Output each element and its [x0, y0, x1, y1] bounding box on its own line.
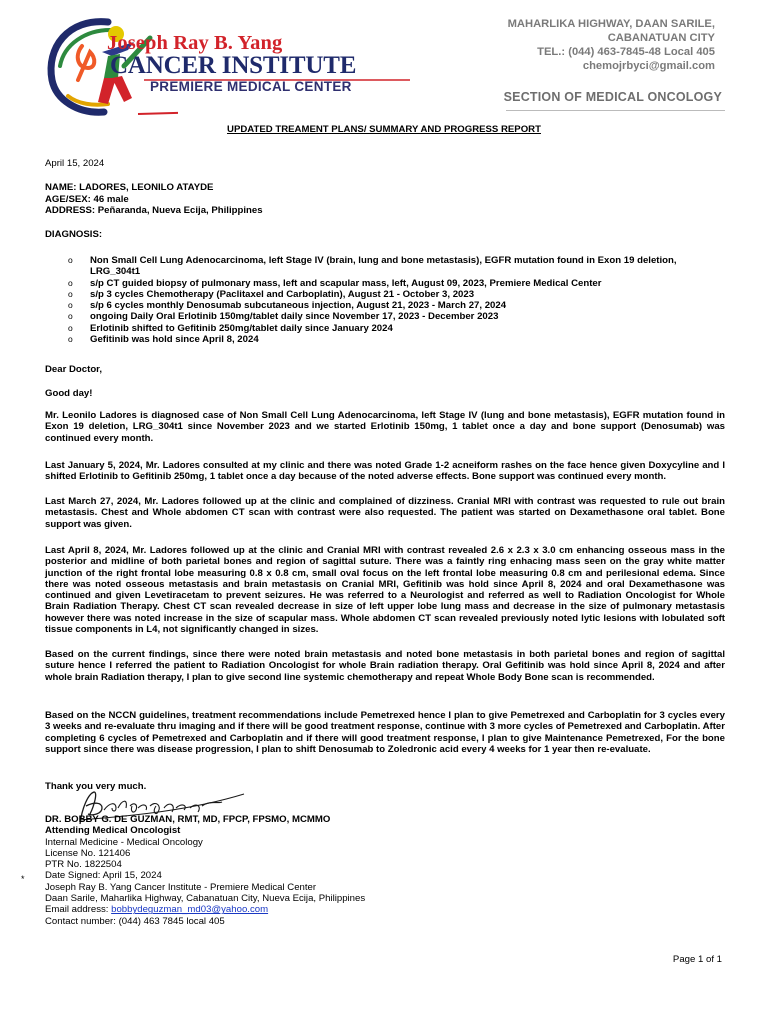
patient-name — [45, 182, 213, 193]
signatory-ptr: PTR No. 1822504 — [45, 859, 122, 871]
brand-institute: CANCER INSTITUTE — [110, 52, 357, 79]
paragraph-4: Last April 8, 2024, Mr. Ladores followed up at the clinic and Cranial MRI with contrast revealed 2.6 x 2.3 x 3.0 cm enhancing osseous mass in the posterior and midline of both parietal bones and region of sagittal suture. There was a faintly ring enhacing mass seen on the gray white matter junction of the right frontal lobe measuring 0.8 x 0.8 cm, small oval focus on the left frontal lobe measuring 0.8 cm and perilesional edema. Since there was noted osseous metastasis and brain metastasis on Cranial MRI, Gefitinib was hold since April 8, 2024 and oral Dexamethasone was continued and given Levetiracetam to prevent seizures. He was referred to a Neurologist and referred as well to Radiation Oncologist for Whole Brain Radiation Therapy. Chest CT scan revealed decrease in size of left upper lobe lung mass and decrease in the size of pulmonary metastasis however there was noted increase in the size of scapular mass. Whole abdomen CT scan revealed previously noted lytic lesions with lobulated soft tissue components in L4, not significantly changed in sizes. — [45, 545, 725, 636]
list-item: o ongoing Daily Oral Erlotinib 150mg/tablet daily since November 17, 2023 - December 2023 — [68, 311, 728, 322]
patient-agesex-value: 46 male — [93, 194, 129, 205]
salutation: Dear Doctor, — [45, 364, 103, 375]
contact-address-line-2: CABANATUAN CITY — [607, 32, 715, 44]
page-number: Page 1 of 1 — [672, 954, 722, 965]
closing: Thank you very much. — [45, 781, 147, 792]
patient-address-value: Peñaranda, Nueva Ecija, Philippines — [97, 205, 263, 216]
paragraph-3: Last March 27, 2024, Mr. Ladores followed up at the clinic and complained of dizziness. Cranial MRI with contrast was requested to rule out brain metastasis. Chest and Whole abdomen CT scan with contrast were also requested. The patient was started on Dexamethasone oral tablet. Bone support was given. — [45, 496, 725, 530]
contact-number: Contact number: (044) 463 7845 local 405 — [45, 915, 225, 927]
greeting: Good day! — [45, 388, 93, 399]
patient-name-value: LADORES, LEONILO ATAYDE — [79, 182, 214, 193]
contact-block — [508, 17, 715, 73]
paragraph-2: Last January 5, 2024, Mr. Ladores consulted at my clinic and there was noted Grade 1-2 acneiform rashes on the face hence given Doxycyline and I shifted Erlotinib to Gefitinib 250mg, 1 tablet once a day because of the noted adverse effects. Bone support was continued every month. — [45, 460, 725, 483]
signatory-title: Attending Medical Oncologist — [45, 825, 181, 837]
list-item: o s/p CT guided biopsy of pulmonary mass, left and scapular mass, left, August 09, 2023, Premiere Medical Center — [68, 278, 728, 289]
patient-agesex-label: AGE/SEX: — [45, 194, 91, 205]
paragraph-5: Based on the current findings, since there were noted brain metastasis and noted bone metastasis in both parietal bones and region of sagittal suture hence I referred the patient to Radiation Oncologist for whole Brain radiation therapy. Oral Gefitinib was hold since April 8, 2024 and after whole brain Radiation therapy, I plan to give second line systemic chemotherapy and repeat Whole Body Bone scan is recommended. — [45, 649, 725, 683]
patient-agesex — [45, 194, 129, 205]
patient-name-label: NAME: — [45, 182, 77, 193]
email-label: Email address: — [45, 904, 109, 916]
signatory-address: Daan Sarile, Maharlika Highway, Cabanatuan City, Nueva Ecija, Philippines — [45, 893, 366, 905]
contact-address-line-1: MAHARLIKA HIGHWAY, DAAN SARILE, — [507, 18, 715, 30]
email-link[interactable]: bobbydeguzman_md03@yahoo.com — [111, 904, 269, 916]
paragraph-6: Based on the NCCN guidelines, treatment recommendations include Pemetrexed hence I plan to give Pemetrexed and Carboplatin for 3 cycles every 3 weeks and re-evaluate thru imaging and if there will be good treatment response, continue with 3 more cycles of Pemetrexed and Carboplatin. After completing 6 cycles of Pemetrexed and Carboplatin and if there will good treatment response, I plan to give Maintenance Pemetrexed, For the bone support since there was disease progression, I plan to shift Denosumab to Zoledronic acid every 4 weeks for 1 year then re-evaluate. — [45, 710, 725, 755]
diagnosis-heading: DIAGNOSIS: — [45, 229, 103, 240]
side-mark: * — [21, 874, 25, 884]
contact-telephone: TEL.: (044) 463-7845-48 Local 405 — [537, 46, 715, 58]
list-item: o s/p 6 cycles monthly Denosumab subcutaneous injection, August 21, 2023 - March 27, 2024 — [68, 300, 728, 311]
report-date: April 15, 2024 — [45, 158, 105, 169]
list-item: o s/p 3 cycles Chemotherapy (Paclitaxel and Carboplatin), August 21 - October 3, 2023 — [68, 289, 728, 300]
date-signed: Date Signed: April 15, 2024 — [45, 870, 162, 882]
contact-email: chemojrbyci@gmail.com — [582, 60, 715, 72]
signatory-institution: Joseph Ray B. Yang Cancer Institute - Premiere Medical Center — [45, 881, 317, 893]
signatory-name: DR. BOBBY G. DE GUZMAN, RMT, MD, FPCP, FPSMO, MCMMO — [45, 814, 331, 825]
signatory-license: License No. 121406 — [45, 847, 131, 859]
patient-address-label: ADDRESS: — [45, 205, 96, 216]
diagnosis-list — [68, 255, 728, 345]
header-divider — [506, 110, 725, 111]
signature-block — [45, 814, 365, 927]
email-row — [45, 904, 365, 915]
section-name: SECTION OF MEDICAL ONCOLOGY — [503, 90, 722, 104]
list-item: o Non Small Cell Lung Adenocarcinoma, left Stage IV (brain, lung and bone metastasis), EGFR mutation found in Exon 19 deletion, LRG_304t1 — [68, 255, 728, 278]
report-title: UPDATED TREAMENT PLANS/ SUMMARY AND PROGRESS REPORT — [227, 124, 541, 135]
signatory-specialty: Internal Medicine - Medical Oncology — [45, 836, 203, 848]
list-item: o Gefitinib was hold since April 8, 2024 — [68, 334, 728, 345]
brand-subtitle: PREMIERE MEDICAL CENTER — [150, 79, 352, 94]
patient-address — [45, 205, 263, 216]
paragraph-1: Mr. Leonilo Ladores is diagnosed case of Non Small Cell Lung Adenocarcinoma, left Stage IV (lung and bone metastasis), EGFR mutation found in Exon 19 deletion, LRG_304t1 since November 2023 and we started Erlotinib 150mg, 1 tablet once a day and bone support (Denosumab) was continued every month. — [45, 410, 725, 444]
list-item: o Erlotinib shifted to Gefitinib 250mg/tablet daily since January 2024 — [68, 323, 728, 334]
brand-name: Joseph Ray B. Yang — [107, 32, 283, 54]
